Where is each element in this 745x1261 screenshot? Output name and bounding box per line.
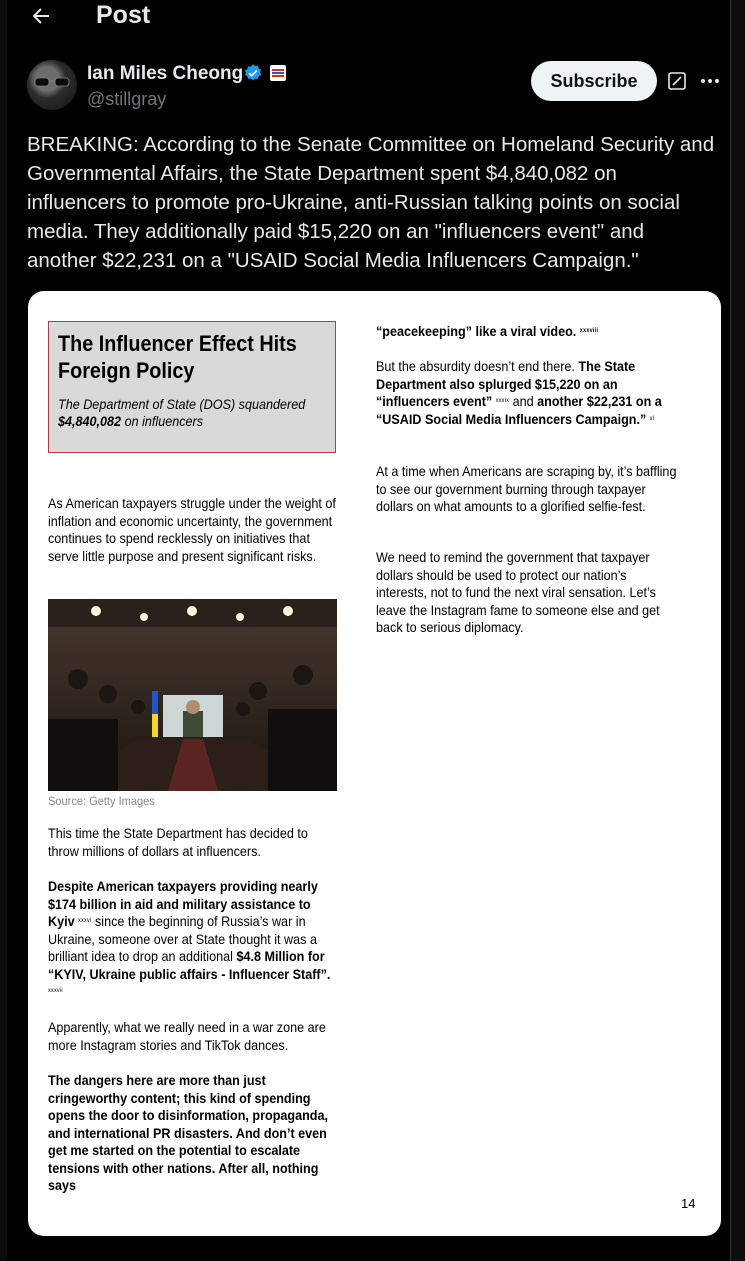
doc-paragraph — [48, 878, 340, 1001]
right-scrollbar[interactable] — [730, 0, 745, 1261]
doc-text: and — [509, 393, 538, 409]
back-arrow-icon[interactable] — [29, 4, 53, 28]
more-options-icon[interactable] — [699, 71, 721, 91]
affiliate-badge-icon[interactable] — [270, 65, 286, 81]
callout-subtitle-text: The Department of State (DOS) squandered — [58, 396, 306, 412]
doc-paragraph: As American taxpayers struggle under the weight of inflation and economic uncertainty, the government continues to spend recklessly on initiatives that serve little purpose and present significant risks. — [48, 495, 336, 564]
doc-paragraph-bold: The dangers here are more than just cringeworthy content; this kind of spending opens the door to disinformation, propaganda, and international PR disasters. And don’t even get me started on the potential to escalate tensions with other nations. After all, nothing says — [48, 1072, 329, 1193]
doc-paragraph — [376, 358, 678, 428]
doc-bold-text: $4.8 Million for “KYIV, Ukraine public affairs - Influencer Staff”. — [48, 948, 331, 982]
footnote-ref: xxxvi — [78, 918, 92, 924]
callout-amount: $4,840,082 — [58, 413, 122, 429]
footnote-ref: xxxvii — [48, 988, 63, 994]
doc-paragraph: Apparently, what we really need in a war zone are more Instagram stories and TikTok dances. — [48, 1019, 326, 1053]
doc-bold-text: another $22,231 on a “USAID Social Media Influencers Campaign.” — [376, 393, 662, 427]
callout-subtitle-end: on influencers — [121, 413, 204, 429]
doc-text: But the absurdity doesn’t end there. — [376, 358, 579, 374]
doc-paragraph — [376, 323, 678, 341]
page-title: Post — [96, 1, 151, 29]
footnote-ref: xl — [649, 415, 655, 422]
photo-caption: Source: Getty Images — [48, 794, 155, 808]
callout-title: The Influencer Effect Hits Foreign Policy — [58, 331, 297, 383]
grok-icon[interactable] — [667, 71, 687, 91]
left-edge — [0, 0, 7, 1261]
author-name[interactable]: Ian Miles Cheong — [87, 63, 244, 84]
doc-bold-text: Despite American taxpayers providing nearly $174 billion in aid and military assistance to Kyiv — [48, 878, 318, 929]
author-handle[interactable]: @stillgray — [87, 89, 167, 109]
verified-badge-icon[interactable] — [243, 63, 263, 83]
footnote-ref: xxxviii — [579, 328, 599, 334]
post-detail — [7, 0, 730, 1261]
doc-text: since the beginning of Russia’s war in Ukraine, someone over at State thought it was a brilliant idea to drop an additional — [48, 913, 317, 964]
conference-photo — [48, 599, 337, 791]
document-page — [28, 291, 721, 1236]
tweet-text: BREAKING: According to the Senate Committee on Homeland Security and Governmental Affairs, the State Department spent $4,840,082 on influencers to promote pro-Ukraine, anti-Russian talking points on social media. They additionally paid $15,220 on an "influencers event" and another $22,231 on a "USAID Social Media Influencers Campaign." — [27, 133, 715, 272]
callout-subtitle — [58, 396, 337, 430]
doc-paragraph: We need to remind the government that taxpayer dollars should be used to protect our nation’s interests, not to fund the next viral sensation. Let’s leave the Instagram fame to someone else and get back to serious diplomacy. — [376, 549, 660, 635]
tweet-media-image[interactable] — [28, 291, 721, 1236]
doc-bold-text: “peacekeeping” like a viral video. — [376, 323, 577, 339]
avatar[interactable] — [27, 60, 77, 110]
callout-box — [48, 321, 336, 453]
subscribe-button[interactable]: Subscribe — [531, 61, 657, 101]
doc-paragraph: At a time when Americans are scraping by, it’s baffling to see our government burning through taxpayer dollars on what amounts to a glorified selfie-fest. — [376, 463, 677, 514]
doc-paragraph: This time the State Department has decided to throw millions of dollars at influencers. — [48, 825, 308, 859]
page-number: 14 — [681, 1196, 696, 1211]
doc-bold-text: The State Department also splurged $15,220 on an “influencers event” — [376, 358, 636, 409]
footnote-ref: xxxix — [495, 398, 510, 404]
